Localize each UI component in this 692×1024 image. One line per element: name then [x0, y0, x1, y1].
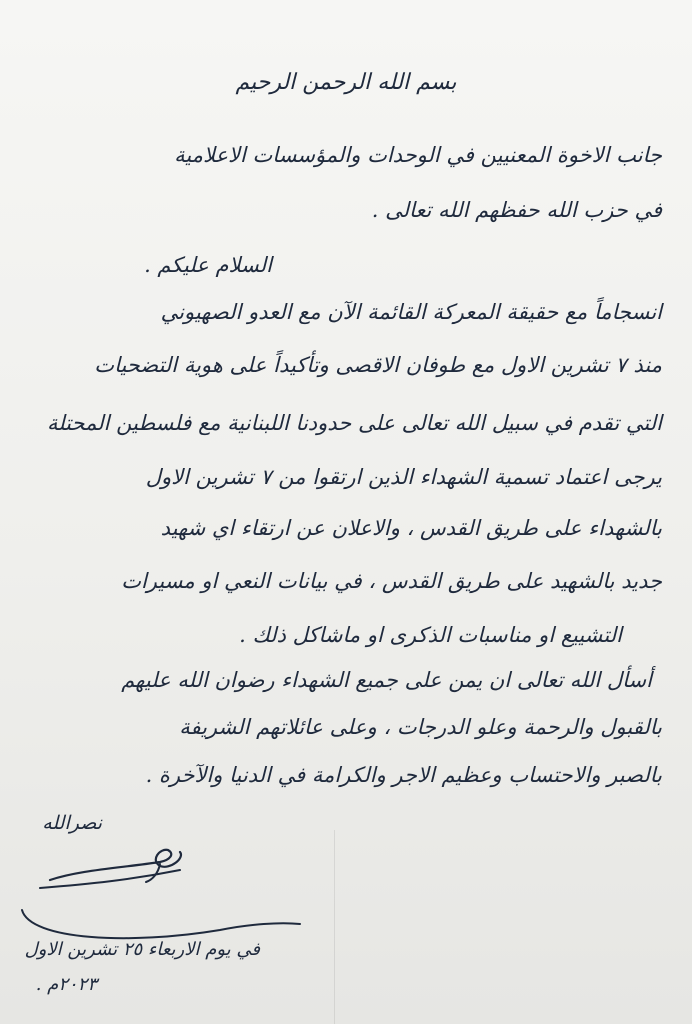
- body-line: جديد بالشهيد على طريق القدس ، في بيانات النعي او مسيرات: [121, 569, 662, 593]
- signature-drawing: [10, 840, 310, 950]
- greeting: السلام عليكم .: [144, 253, 272, 277]
- body-line: التشييع او مناسبات الذكرى او ماشاكل ذلك .: [239, 623, 622, 647]
- prayer-line: بالقبول والرحمة وعلو الدرجات ، وعلى عائلاتهم الشريفة: [179, 715, 662, 739]
- prayer-line: بالصبر والاحتساب وعظيم الاجر والكرامة في الدنيا والآخرة .: [145, 763, 662, 787]
- body-line: يرجى اعتماد تسمية الشهداء الذين ارتقوا من ٧ تشرين الاول: [145, 465, 662, 489]
- address-line-1: جانب الاخوة المعنيين في الوحدات والمؤسسات الاعلامية: [174, 143, 662, 167]
- date-line-2: ٢٠٢٣م .: [35, 974, 97, 995]
- body-line: التي تقدم في سبيل الله تعالى على حدودنا اللبنانية مع فلسطين المحتلة: [46, 411, 662, 435]
- body-line: انسجاماً مع حقيقة المعركة القائمة الآن مع العدو الصهيوني: [160, 300, 662, 324]
- prayer-line: أسأل الله تعالى ان يمن على جميع الشهداء رضوان الله عليهم: [121, 668, 652, 692]
- basmala: بسم الله الرحمن الرحيم: [235, 70, 457, 95]
- body-line: بالشهداء على طريق القدس ، والاعلان عن ارتقاء اي شهيد: [160, 516, 662, 540]
- closing-name: نصرالله: [42, 812, 102, 834]
- body-line: منذ ٧ تشرين الاول مع طوفان الاقصى وتأكيداً على هوية التضحيات: [94, 353, 662, 377]
- address-line-2: في حزب الله حفظهم الله تعالى .: [371, 198, 662, 222]
- signature-icon: [10, 840, 310, 950]
- date-line-1: في يوم الاربعاء ٢٥ تشرين الاول: [24, 939, 260, 960]
